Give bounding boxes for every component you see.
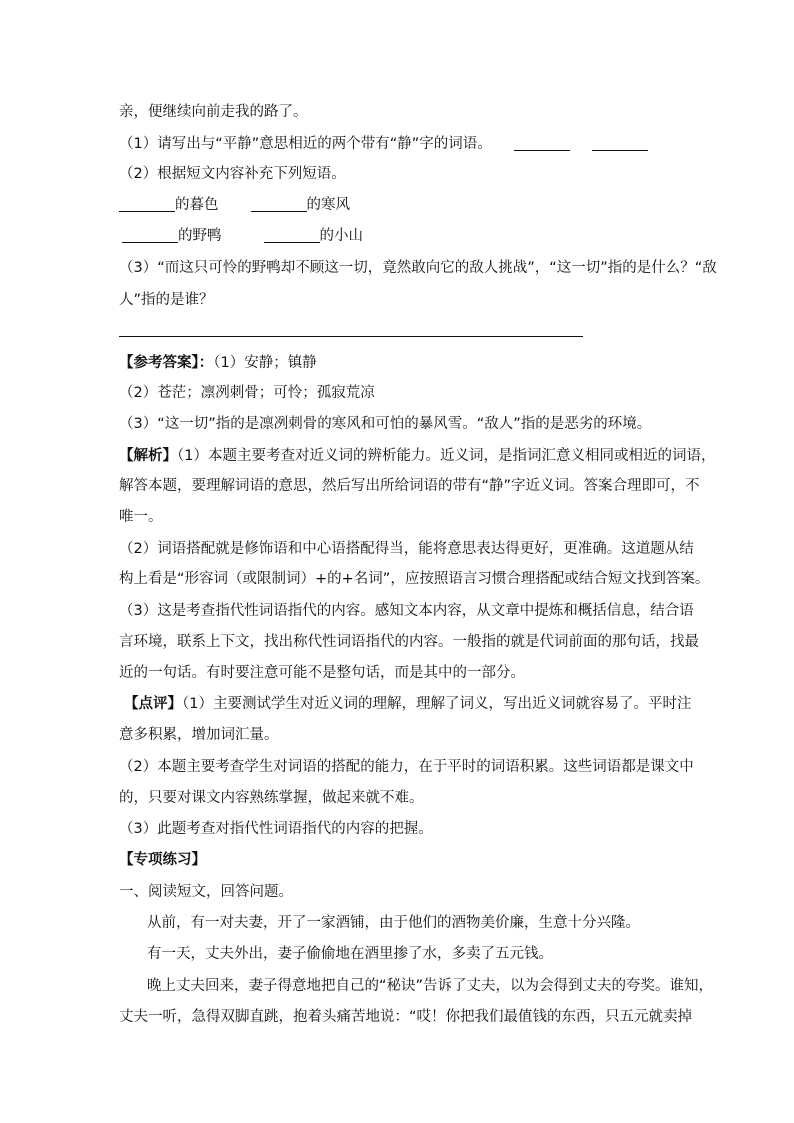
comment-line <box>119 788 679 808</box>
comment-text: 的，只要对课文内容熟练掌握，做起来就不难。 <box>119 790 424 806</box>
answer-line-3 <box>119 414 679 434</box>
analysis-text: 唯一。 <box>119 509 163 525</box>
section-label: 【解析】 <box>119 448 177 464</box>
question-1 <box>119 134 679 154</box>
answer-blank[interactable] <box>119 195 175 212</box>
passage-paragraph <box>147 913 679 933</box>
comment-text: （2）本题主要考查学生对词语的搭配的能力，在于平时的词语积累。这些词语都是课文中 <box>119 759 694 775</box>
section-label: 【点评】 <box>124 696 182 712</box>
answer-line[interactable] <box>119 336 583 337</box>
passage-paragraph <box>147 976 714 996</box>
analysis-text: 近的一句话。有时要注意可能不是整句话，而是其中的一部分。 <box>119 665 525 681</box>
phrase-text: 的野鸭 <box>178 228 222 244</box>
analysis-text: 解答本题，要理解词语的意思，然后写出所给词语的带有“静”字近义词。答案合理即可，不 <box>119 478 700 494</box>
analysis-text: 言环境，联系上下文，找出称代性词语指代的内容。一般指的就是代词前面的那句话，找最 <box>119 634 699 650</box>
passage-paragraph <box>119 1007 693 1027</box>
question-3-text: （3）“而这只可怜的野鸭却不顾这一切，竟然敢向它的敌人挑战”，“这一切”指的是什么？“敌 <box>119 260 717 276</box>
passage-tail <box>119 102 679 122</box>
passage-paragraph <box>147 944 679 964</box>
passage-text: 晚上丈夫回来，妻子得意地把自己的“秘诀”告诉了丈夫，以为会得到丈夫的夸奖。谁知， <box>147 978 714 994</box>
phrase-text: 的寒风 <box>306 197 350 213</box>
answer-text: （1）安静；镇静 <box>213 355 317 371</box>
reference-answer <box>119 353 679 373</box>
analysis-text: （1）本题主要考查对近义词的辨析能力。近义词，是指词汇意义相同或相近的词语， <box>177 448 716 464</box>
answer-blank[interactable] <box>592 134 648 151</box>
comment-text: （3）此题考查对指代性词语指代的内容的把握。 <box>119 821 433 837</box>
exercise-title-text: 一、阅读短文，回答问题。 <box>119 884 293 900</box>
answer-blank[interactable] <box>514 134 570 151</box>
phrase-row <box>122 226 682 246</box>
phrase-text: 的暮色 <box>175 197 219 213</box>
answer-blank[interactable] <box>251 195 307 212</box>
comment-text: （1）主要测试学生对近义词的理解，理解了词义，写出近义词就容易了。平时注 <box>182 696 692 712</box>
analysis-text: （3）这是考查指代性词语指代的内容。感知文本内容，从文章中提炼和概括信息，结合语 <box>119 603 694 619</box>
analysis <box>119 446 716 466</box>
answer-blank[interactable] <box>264 226 320 243</box>
phrase-text: 的小山 <box>319 228 363 244</box>
phrase-row <box>119 195 679 215</box>
analysis-text: 构上看是“形容词（或限制词）+的+名词”，应按照语言习惯合理搭配或结合短文找到答案。 <box>119 571 710 587</box>
practice-heading-text: 【专项练习】 <box>119 852 206 868</box>
analysis-line <box>119 539 694 559</box>
analysis-line <box>119 632 699 652</box>
comment <box>124 694 692 714</box>
analysis-line <box>119 663 679 683</box>
analysis-line <box>119 507 679 527</box>
answer-text: （3）“这一切”指的是凛冽刺骨的寒风和可怕的暴风雪。“敌人”指的是恶劣的环境。 <box>119 416 652 432</box>
question-3 <box>119 258 717 278</box>
question-2 <box>119 164 679 184</box>
question-3-text: 人”指的是谁？ <box>119 292 214 308</box>
question-2-text: （2）根据短文内容补充下列短语。 <box>119 166 346 182</box>
question-1-text: （1）请写出与“平静”意思相近的两个带有“静”字的词语。 <box>119 136 492 152</box>
comment-line <box>119 757 694 777</box>
answer-text: （2）苍茫；凛冽刺骨；可怜；孤寂荒凉 <box>119 385 375 401</box>
answer-blank[interactable] <box>122 226 178 243</box>
comment-line <box>119 725 679 745</box>
question-3-cont <box>119 290 679 310</box>
comment-text: 意多积累，增加词汇量。 <box>119 727 279 743</box>
text-line: 亲，便继续向前走我的路了。 <box>119 104 308 120</box>
comment-line <box>119 819 679 839</box>
answer-line-2 <box>119 383 679 403</box>
analysis-line <box>119 569 710 589</box>
practice-heading <box>119 850 679 870</box>
passage-text: 有一天，丈夫外出，妻子偷偷地在酒里掺了水，多卖了五元钱。 <box>147 946 553 962</box>
analysis-line <box>119 601 694 621</box>
passage-text: 从前，有一对夫妻，开了一家酒铺，由于他们的酒物美价廉，生意十分兴隆。 <box>147 915 640 931</box>
analysis-line <box>119 476 700 496</box>
section-label: 【参考答案】： <box>119 355 214 371</box>
exercise-title <box>119 882 679 902</box>
analysis-text: （2）词语搭配就是修饰语和中心语搭配得当，能将意思表达得更好，更准确。这道题从结 <box>119 541 694 557</box>
passage-text: 丈夫一听，急得双脚直跳，抱着头痛苦地说：“哎！你把我们最值钱的东西，只五元就卖掉 <box>119 1009 693 1025</box>
